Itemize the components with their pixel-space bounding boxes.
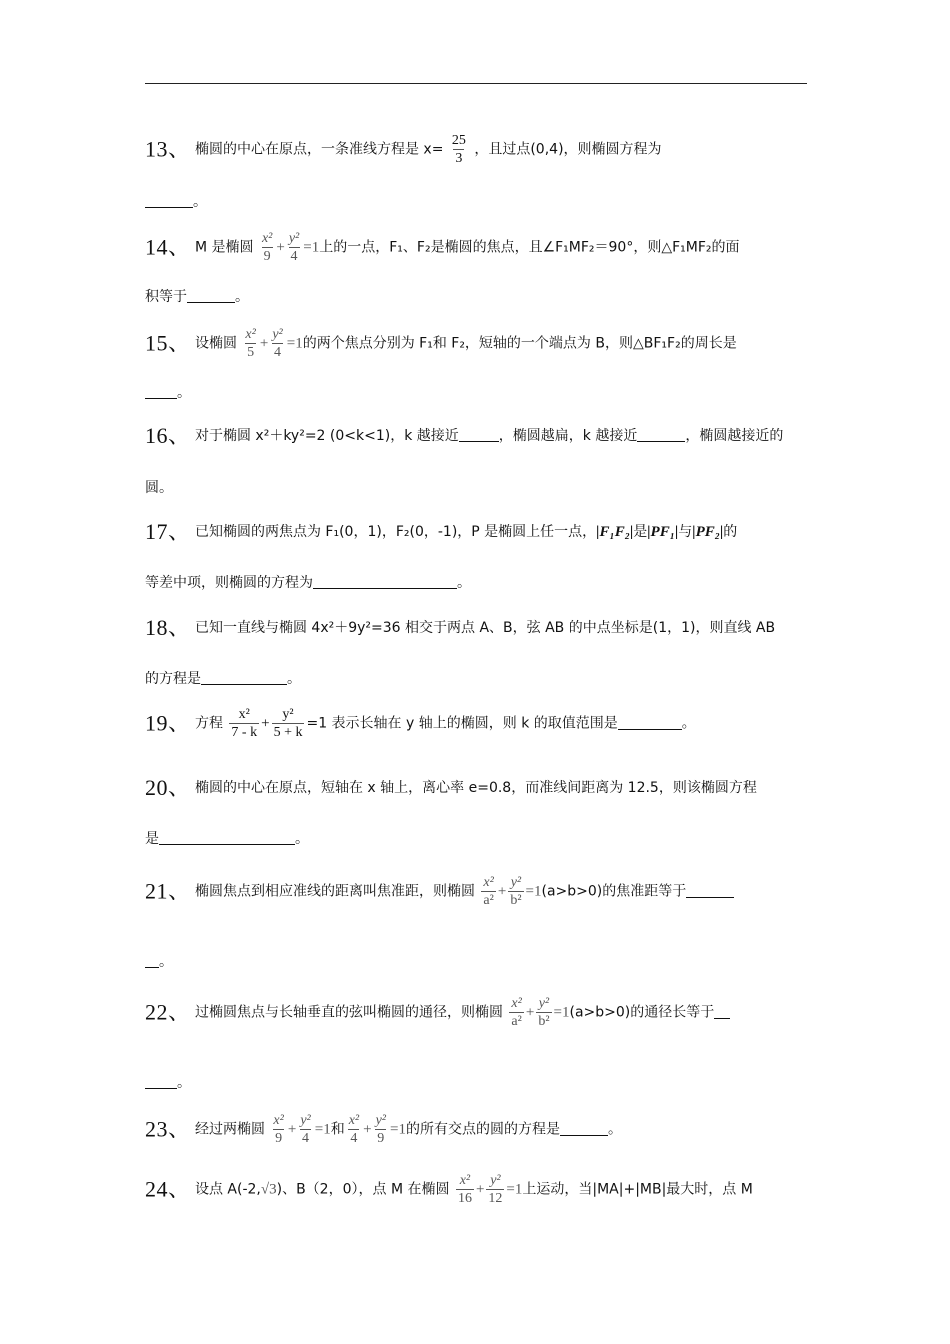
answer-blank (637, 427, 685, 442)
problem-22 (145, 995, 730, 1030)
plus-sign: + (261, 715, 270, 732)
problem-text: 椭圆焦点到相应准线的距离叫焦准距，则椭圆 (194, 883, 475, 900)
problem-number: 16、 (145, 423, 191, 448)
problem-text: 等差中项，则椭圆的方程为 (145, 575, 313, 591)
plus-sign: + (276, 239, 285, 256)
problem-number: 14、 (145, 234, 191, 260)
problem-text: 和 (330, 1121, 345, 1138)
problem-text: 是 (633, 524, 648, 540)
problem-text: M 是椭圆 (194, 239, 254, 256)
problem-text: 。 (177, 385, 191, 401)
plus-sign: + (259, 335, 269, 352)
fraction: $\frac{\text{x²}}{5}$ (245, 327, 256, 360)
equals-one: =1 (506, 1181, 523, 1198)
problem-number: 15、 (145, 330, 191, 356)
equals-one: =1 (553, 1004, 570, 1021)
equals-one: =1 (314, 1121, 331, 1138)
fraction: $\frac{\text{x²}}{\text{a²}}$ (511, 996, 522, 1029)
problem-24 (145, 1172, 753, 1207)
answer-blank (201, 670, 287, 685)
problem-text: ，椭圆越接近的 (685, 428, 784, 444)
problem-15 (145, 326, 737, 361)
problem-number: 21、 (145, 878, 191, 904)
equals-one: =1 (390, 1121, 406, 1138)
fraction: $\frac{\text{x²}}{7 - k}$ (231, 707, 258, 740)
abs-f1f2: |F₁F₂| (596, 524, 634, 540)
problem-text: 。 (193, 194, 207, 210)
problem-text: 的所有交点的圆的方程是 (405, 1121, 560, 1138)
problem-text: 。 (457, 575, 471, 591)
sqrt-three: √3 (260, 1181, 277, 1198)
fraction: $\frac{\text{x²}}{9}$ (273, 1113, 284, 1146)
plus-sign: + (497, 883, 507, 900)
answer-blank (145, 953, 159, 968)
problem-number: 20、 (145, 775, 191, 800)
problem-text: (a>b>0)的通径长等于 (569, 1004, 715, 1021)
answer-blank (618, 715, 682, 730)
answer-blank (313, 574, 457, 589)
problem-20 (145, 775, 757, 800)
problem-13 (145, 132, 662, 167)
problem-text: 。 (681, 715, 696, 732)
problem-text: 。 (159, 954, 173, 970)
problem-text: ，椭圆越扁，k 越接近 (498, 428, 638, 444)
problem-text: ，且过点(0,4)，则椭圆方程为 (474, 141, 662, 158)
problem-text: 已知一直线与椭圆 4x²＋9y²=36 相交于两点 A、B，弦 AB 的中点坐标是(1，1)，则直线 AB (194, 620, 776, 636)
fraction: $\frac{\text{y²}}{4}$ (272, 327, 283, 360)
plus-sign: + (475, 1181, 485, 1198)
problem-15-cont (145, 383, 191, 403)
fraction: $\frac{\text{x²}}{9}$ (261, 231, 273, 264)
fraction: $\frac{\text{x²}}{\text{a²}}$ (483, 875, 494, 908)
problem-text: 方程 (194, 715, 223, 732)
problem-text: 与 (678, 524, 693, 540)
problem-text: 对于椭圆 x²＋ky²=2 (0<k<1)，k 越接近 (194, 428, 459, 444)
problem-text: 。 (607, 1121, 622, 1138)
answer-blank (145, 1074, 177, 1089)
answer-blank (145, 384, 177, 399)
problem-text: 。 (287, 671, 301, 687)
plus-sign: + (525, 1004, 535, 1021)
problem-number: 22、 (145, 999, 191, 1025)
answer-blank (714, 1004, 730, 1019)
plus-sign: + (287, 1121, 297, 1138)
problem-text: 积等于 (145, 289, 187, 305)
problem-text: 的两个焦点分别为 F₁和 F₂，短轴的一个端点为 B，则△BF₁F₂的周长是 (302, 335, 737, 352)
fraction: $\frac{\text{y²}}{5 + k}$ (273, 707, 303, 740)
problem-text: 椭圆的中心在原点，短轴在 x 轴上，离心率 e=0.8，而准线间距离为 12.5，则该椭圆方程 (194, 780, 757, 796)
problem-19 (145, 706, 696, 741)
problem-text: 的 (723, 524, 738, 540)
problem-16 (145, 423, 784, 448)
problem-number: 18、 (145, 615, 191, 640)
problem-21 (145, 874, 734, 909)
answer-blank (560, 1121, 608, 1136)
abs-pf2: |PF₂| (692, 524, 724, 540)
problem-text: 是 (145, 831, 159, 847)
problem-text: 。 (235, 289, 249, 305)
problem-text: 经过两椭圆 (194, 1121, 265, 1138)
fraction: $\frac{25}{3}$ (451, 133, 466, 166)
problem-text: 已知椭圆的两焦点为 F₁(0，1)，F₂(0，-1)，P 是椭圆上任一点， (194, 524, 597, 540)
abs-pf1: |PF₁| (647, 524, 679, 540)
problem-18-cont (145, 669, 301, 689)
equals-one: =1 (303, 239, 320, 256)
problem-number: 17、 (145, 519, 191, 544)
fraction: $\frac{\text{y²}}{12}$ (488, 1173, 503, 1206)
problem-text: )、B（2，0），点 M 在椭圆 (276, 1181, 450, 1198)
plus-sign: + (363, 1121, 372, 1138)
problem-14-cont (145, 287, 249, 307)
problem-text: 上运动，当|MA|+|MB|最大时，点 M (522, 1181, 753, 1198)
problem-text: 设点 A(-2, (194, 1181, 261, 1198)
problem-number: 23、 (145, 1116, 191, 1142)
problem-text: 椭圆的中心在原点，一条准线方程是 x= (194, 141, 444, 158)
equals-one: =1 (286, 335, 303, 352)
problem-17-cont (145, 573, 471, 593)
problem-16-cont (145, 478, 173, 498)
header-rule (145, 83, 807, 84)
problem-18 (145, 615, 776, 640)
problem-text: =1 表示长轴在 y 轴上的椭圆，则 k 的取值范围是 (306, 715, 618, 732)
fraction: $\frac{\text{y²}}{4}$ (288, 231, 300, 264)
problem-text: (a>b>0)的焦准距等于 (541, 883, 687, 900)
answer-blank (145, 193, 193, 208)
fraction: $\frac{\text{y²}}{4}$ (300, 1113, 311, 1146)
problem-23 (145, 1112, 622, 1147)
problem-text: 上的一点，F₁、F₂是椭圆的焦点，且∠F₁MF₂＝90°，则△F₁MF₂的面 (319, 239, 740, 256)
fraction: $\frac{\text{y²}}{\text{b²}}$ (538, 996, 550, 1029)
problem-number: 19、 (145, 710, 191, 736)
problem-number: 24、 (145, 1176, 191, 1202)
answer-blank (686, 883, 734, 898)
answer-blank (187, 288, 235, 303)
fraction: $\frac{\text{x²}}{16}$ (457, 1173, 472, 1206)
fraction: $\frac{\text{y²}}{\text{b²}}$ (510, 875, 522, 908)
fraction: $\frac{\text{y²}}{9}$ (375, 1113, 387, 1146)
problem-number: 13、 (145, 136, 191, 162)
equals-one: =1 (525, 883, 542, 900)
problem-text: 。 (177, 1075, 191, 1091)
problem-text: 圆。 (145, 480, 173, 496)
fraction: $\frac{\text{x²}}{4}$ (348, 1113, 360, 1146)
problem-22-cont (145, 1073, 191, 1093)
problem-14 (145, 230, 740, 265)
problem-21-cont (145, 952, 173, 972)
problem-text: 过椭圆焦点与长轴垂直的弦叫椭圆的通径，则椭圆 (194, 1004, 503, 1021)
problem-17 (145, 519, 738, 544)
problem-text: 设椭圆 (194, 335, 237, 352)
problem-text: 。 (295, 831, 309, 847)
answer-blank (459, 427, 499, 442)
problem-13-cont (145, 192, 207, 212)
problem-text: 的方程是 (145, 671, 201, 687)
answer-blank (159, 830, 295, 845)
problem-20-cont (145, 829, 309, 849)
